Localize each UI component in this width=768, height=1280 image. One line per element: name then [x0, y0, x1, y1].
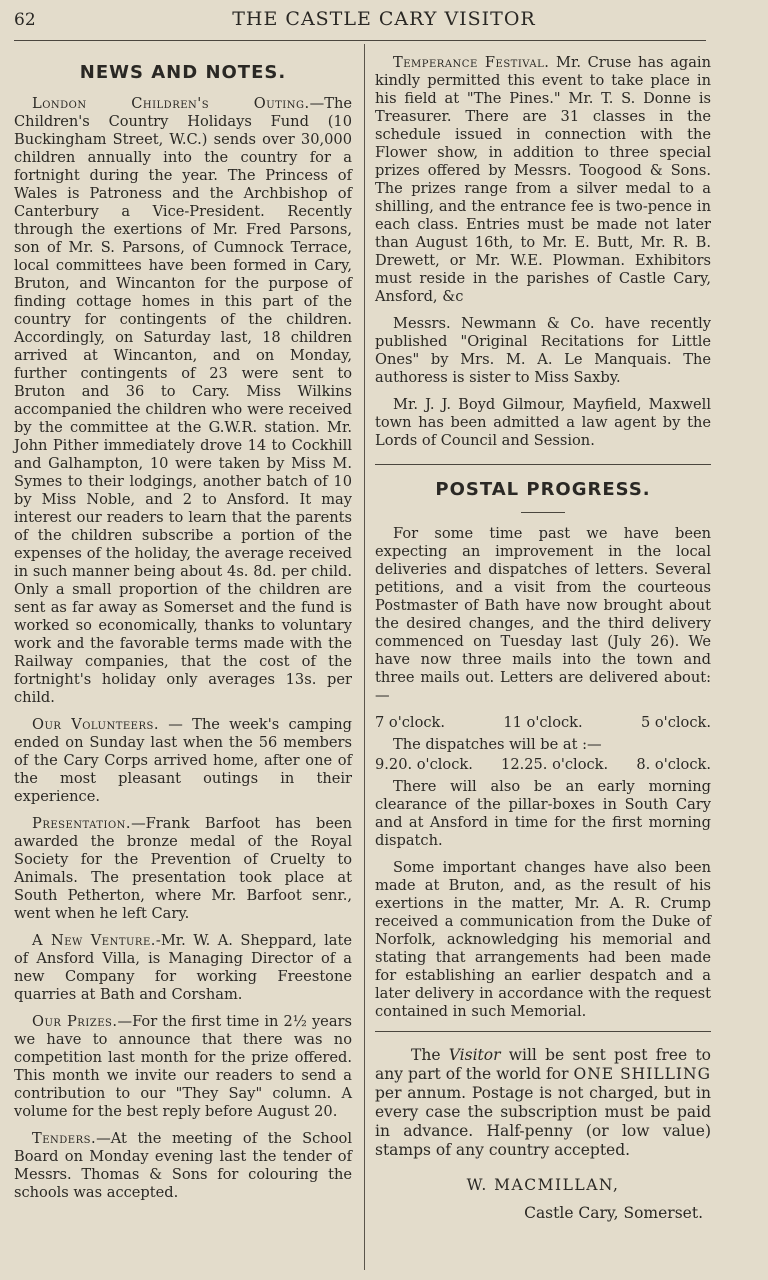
notice-part1: will be sent post free to any part of the world for: [375, 1046, 711, 1083]
postal-intro: For some time past we have been expecting an improvement in the local deliveries and dispatches of letters. Several petitions, and a visit from the courteous Postmaster of Bath have now brought about the desired changes, and the third delivery commenced on Tuesday last (July 26). We have now three mails into the town and three mails out. Letters are delivered about:—: [375, 525, 711, 704]
running-title: THE CASTLE CARY VISITOR: [232, 8, 536, 30]
delivery-time: 11 o'clock.: [503, 714, 583, 731]
item-lead: Tenders.: [32, 1130, 97, 1147]
news-item-presentation: [14, 815, 352, 923]
item-body: —Frank Barfoot has been awarded the bronze medal of the Royal Society for the Prevention of Cruelty to Animals. The presentation took place at South Petherton, where Mr. Barfoot senr., went when he left Cary.: [14, 815, 352, 922]
delivery-time: 7 o'clock.: [375, 714, 446, 731]
dispatch-times: [375, 756, 711, 774]
item-lead: Our Volunteers.: [32, 716, 159, 733]
item-lead: London Children's Outing.: [32, 95, 310, 112]
news-and-notes-title: NEWS AND NOTES.: [79, 62, 287, 83]
signature-name: W. MACMILLAN,: [466, 1176, 620, 1194]
dispatch-time: 12.25. o'clock.: [501, 756, 609, 773]
news-item-law-agent: [375, 396, 711, 450]
item-body: Mr. Cruse has again kindly permitted this event to take place in his field at "The Pines." Mr. T. S. Donne is Treasurer. There are 31 classes in the schedule issued in connection with the Flower show, in addition to three special prizes offered by Messrs. Toogood & Sons. The prizes range from a silver medal to a shilling, and the entrance fee is two-pence in each class. Entries must be made not later than August 16th, to Mr. E. Butt, Mr. R. B. Drewett, or Mr. W.E. Plowman. Exhibitors must reside in the parishes of Castle Cary, Ansford, &c: [375, 54, 711, 305]
item-lead: Temperance Festival.: [393, 54, 550, 71]
header-rule: [14, 40, 706, 41]
item-lead: Our Prizes.: [32, 1013, 118, 1030]
dispatch-label: The dispatches will be at :—: [393, 736, 602, 753]
item-body: —The Children's Country Holidays Fund (10 Buckingham Street, W.C.) sends over 30,000 children annually into the country for a fortnight during the year. The Princess of Wales is Patroness and the Archbishop of Canterbury a Vice-President. Recently through the exertions of Mr. Fred Parsons, son of Mr. S. Parsons, of Cumnock Terrace, local committees have been formed in Cary, Bruton, and Wincanton for the purpose of finding cottage homes in this part of the country for contingents of the children. Accordingly, on Saturday last, 18 children arrived at Wincanton, and on Monday, further contingents of 23 were sent to Bruton and 36 to Cary. Miss Wilkins accompanied the children who were received by the committee at the G.W.R. station. Mr. John Pither immediately drove 14 to Cockhill and Galhampton, 10 were taken by Miss M. Symes to their lodgings, another batch of 10 by Miss Noble, and 2 to Ansford. It may interest our readers to learn that the parents of the children subscribe a portion of the expenses of the holiday, the average received in such manner being about 4s. 8d. per child. Only a small proportion of the children are sent as far away as Somerset and the fund is worked so economically, thanks to voluntary work and the favorable terms made with the Railway companies, that the cost of the fortnight's holiday only averages 13s. per child.: [14, 95, 352, 706]
news-item-prizes: [14, 1013, 352, 1121]
news-item-temperance-festival: [375, 54, 711, 306]
postal-bruton-changes: Some important changes have also been made at Bruton, and, as the result of his exertions in the matter, Mr. A. R. Crump received a communication from the Duke of Norfolk, acknowledging his memorial and stating that arrangements had been made for establishing an earlier despatch and a later delivery in accordance with the request contained in such Memorial.: [375, 859, 711, 1020]
news-item-tenders: [14, 1130, 352, 1202]
page-header: [0, 6, 768, 36]
postal-morning-clearance: There will also be an early morning clearance of the pillar-boxes in South Cary and at Ansford in time for the first morning dispatch.: [375, 778, 711, 849]
news-item-new-venture: [14, 932, 352, 1004]
news-item-volunteers: [14, 716, 352, 806]
news-item-recitations: [375, 315, 711, 387]
notice-part2: per annum. Postage is not charged, but in every case the subscription must be paid in advance. Half-penny (or low value) stamps of any country accepted.: [375, 1084, 711, 1159]
item-body: Messrs. Newmann & Co. have recently published "Original Recitations for Little Ones" by Mrs. M. A. Le Manquais. The authoress is sister to Miss Saxby.: [375, 315, 711, 386]
item-lead: A New Venture.: [32, 932, 156, 949]
notice-the: The: [411, 1046, 449, 1064]
delivery-times: [375, 714, 711, 732]
subscription-notice: [375, 1031, 711, 1222]
notice-price: ONE SHILLING: [573, 1065, 711, 1083]
news-item-london-outing: [14, 95, 352, 707]
title-underline: [521, 512, 565, 513]
item-body: —For the first time in 2½ years we have to announce that there was no competition last month for the prize offered. This month we invite our readers to send a contribution to our "They Say" column. A volume for the best reply before August 20.: [14, 1013, 352, 1120]
section-rule: [375, 464, 711, 465]
item-body: Mr. J. J. Boyd Gilmour, Mayfield, Maxwell town has been admitted a law agent by the Lords of Council and Session.: [375, 396, 711, 449]
postal-progress-title: POSTAL PROGRESS.: [435, 479, 651, 500]
dispatch-time: 8. o'clock.: [636, 756, 711, 773]
dispatch-time: 9.20. o'clock.: [375, 756, 473, 773]
notice-text: [375, 1046, 711, 1160]
page-number: 62: [14, 10, 36, 30]
item-body: — The week's camping ended on Sunday last when the 56 members of the Cary Corps arrived home, after one of the most pleasant outings in their experience.: [14, 716, 353, 805]
item-lead: Presentation.: [32, 815, 132, 832]
column-divider: [364, 44, 365, 1270]
delivery-time: 5 o'clock.: [640, 714, 711, 731]
item-body: —At the meeting of the School Board on Monday evening last the tender of Messrs. Thomas & Sons for colouring the schools was accepted.: [14, 1130, 352, 1201]
signature-place: Castle Cary, Somerset.: [524, 1204, 703, 1222]
item-body: -Mr. W. A. Sheppard, late of Ansford Villa, is Managing Director of a new Company for working Freestone quarries at Bath and Corsham.: [14, 932, 353, 1003]
left-column: [14, 58, 352, 1211]
right-column: [375, 54, 711, 1222]
notice-visitor: Visitor: [448, 1046, 501, 1064]
